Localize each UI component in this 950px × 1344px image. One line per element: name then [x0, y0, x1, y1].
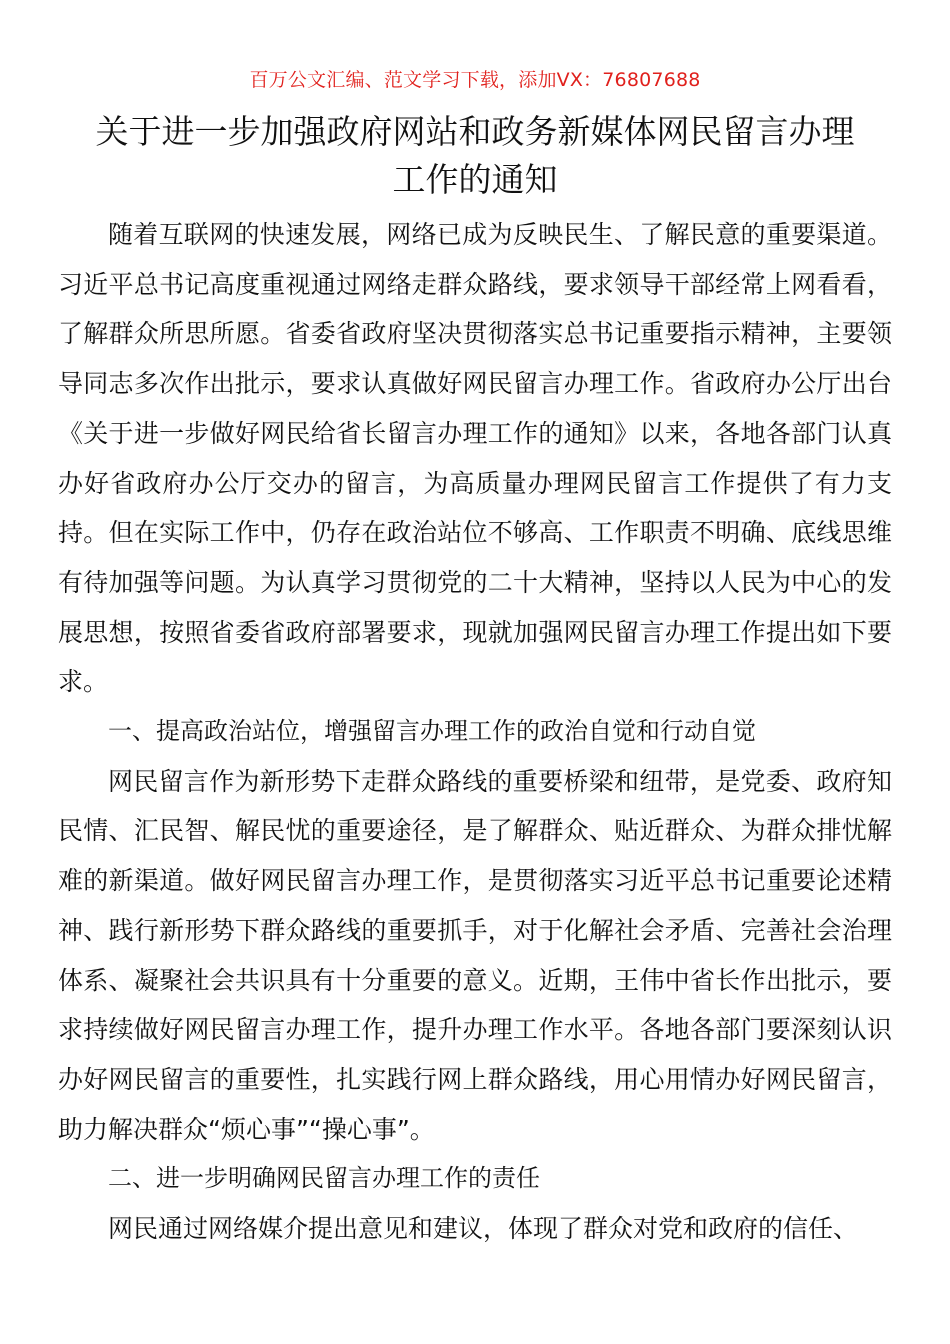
title-line-2: 工作的通知: [392, 160, 558, 199]
section-heading-1: 一、提高政治站位，增强留言办理工作的政治自觉和行动自觉: [108, 717, 756, 746]
watermark-banner: 百万公文汇编、范文学习下载，添加VX：76807688: [249, 69, 701, 91]
paragraph-section-2: 网民通过网络媒介提出意见和建议，体现了群众对党和政府的信任、: [108, 1214, 859, 1244]
title-line-1: 关于进一步加强政府网站和政务新媒体网民留言办理: [95, 112, 855, 151]
paragraph-intro: 随着互联网的快速发展，网络已成为反映民生、了解民意的重要渠道。习近平总书记高度重视通过网络走群众路线，要求领导干部经常上网看看，了解群众所思所愿。省委省政府坚决贯彻落实总书记重要指示精神，主要领导同志多次作出批示，要求认真做好网民留言办理工作。省政府办公厅出台《关于进一步做好网民给省长留言办理工作的通知》以来，各地各部门认真办好省政府办公厅交办的留言，为高质量办理网民留言工作提供了有力支持。但在实际工作中，仍存在政治站位不够高、工作职责不明确、底线思维有待加强等问题。为认真学习贯彻党的二十大精神，坚持以人民为中心的发展思想，按照省委省政府部署要求，现就加强网民留言办理工作提出如下要求。: [58, 220, 892, 697]
paragraph-section-1: 网民留言作为新形势下走群众路线的重要桥梁和纽带，是党委、政府知民情、汇民智、解民忧的重要途径，是了解群众、贴近群众、为群众排忧解难的新渠道。做好网民留言办理工作，是贯彻落实习近平总书记重要论述精神、践行新形势下群众路线的重要抓手，对于化解社会矛盾、完善社会治理体系、凝聚社会共识具有十分重要的意义。近期，王伟中省长作出批示，要求持续做好网民留言办理工作，提升办理工作水平。各地各部门要深刻认识办好网民留言的重要性，扎实践行网上群众路线，用心用情办好网民留言，助力解决群众“烦心事”“操心事”。: [58, 766, 892, 1144]
section-heading-2: 二、进一步明确网民留言办理工作的责任: [108, 1164, 540, 1193]
document-title: [40, 108, 910, 204]
document-body: [58, 210, 892, 1254]
